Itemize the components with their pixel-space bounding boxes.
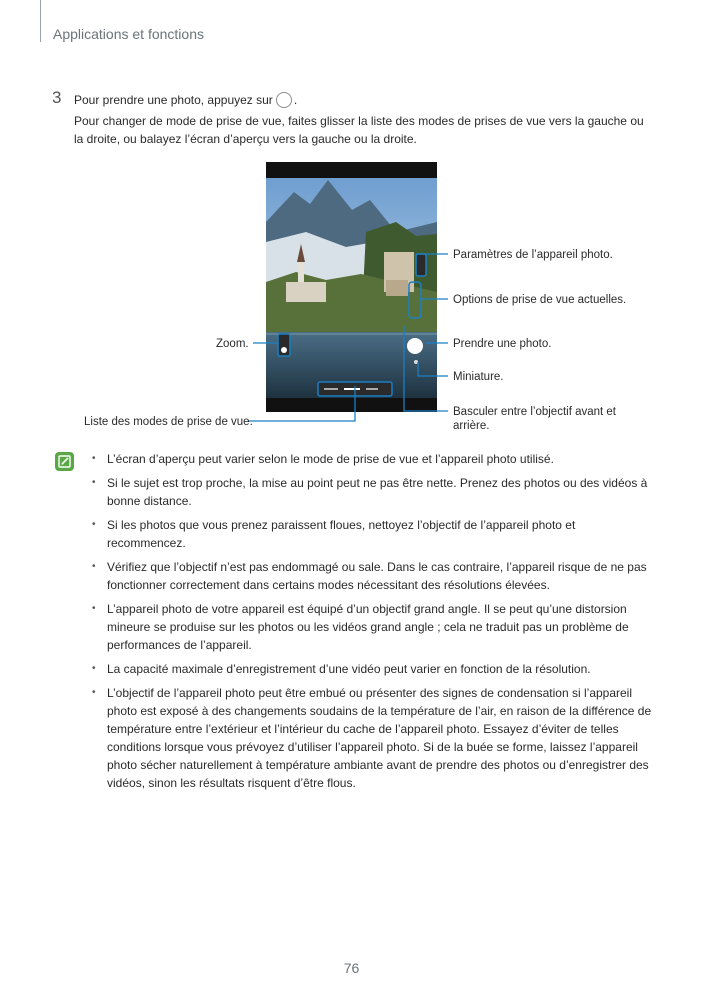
callout-switch-lens-line2: arrière.	[453, 420, 490, 432]
list-item: • Si les photos que vous prenez paraissent floues, nettoyez l’objectif de l’appareil photo et recommencez.	[92, 516, 654, 552]
camera-preview-image	[266, 162, 437, 412]
step-number: 3	[52, 88, 62, 107]
callout-thumbnail: Miniature.	[453, 371, 504, 383]
notes-list	[92, 450, 654, 798]
list-item: • L’appareil photo de votre appareil est équipé d’un objectif grand angle. Il se peut qu’une distorsion mineure se produise sur les photos ou les vidéos grand angle ; cela ne traduit pas un problème de performances de l’appareil.	[92, 600, 654, 654]
shutter-circle-icon	[276, 92, 292, 108]
list-item: • La capacité maximale d’enregistrement d’une vidéo peut varier en fonction de la résolution.	[92, 660, 654, 678]
settings-button[interactable]	[416, 254, 426, 276]
callout-switch-lens	[453, 405, 616, 433]
step-description: Pour changer de mode de prise de vue, faites glisser la liste des modes de prises de vue vers la gauche ou la droite, ou balayez l’écran d’aperçu vers la gauche ou la droite.	[74, 114, 644, 146]
callout-take-photo: Prendre une photo.	[453, 338, 552, 350]
list-item: • L’objectif de l’appareil photo peut être embué ou présenter des signes de condensation si l’appareil photo est exposé à des changements soudains de la température de l’air, en raison de la différence de température entre l’extérieur et l’intérieur du cache de l’appareil photo. Essayez d’éviter de telles conditions lorsque vous prévoyez d’utiliser l’appareil photo. Si de la buée se forme, laissez l’appareil photo sécher naturellement à température ambiante avant de prendre des photos ou d’enregistrer des vidéos, sinon les résultats risquent d’être flous.	[92, 684, 654, 792]
list-item: • Vérifiez que l’objectif n’est pas endommagé ou sale. Dans le cas contraire, l’appareil risque de ne pas fonctionner correctement dans certains modes nécessitant des résolutions élevées.	[92, 558, 654, 594]
step-instruction-text: Pour prendre une photo, appuyez sur	[74, 93, 273, 107]
shutter-button[interactable]	[407, 338, 423, 354]
list-item: • L’écran d’aperçu peut varier selon le mode de prise de vue et l’appareil photo utilisé.	[92, 450, 654, 468]
callout-current-options: Options de prise de vue actuelles.	[453, 294, 627, 306]
thumbnail-button[interactable]	[414, 360, 418, 364]
list-item: • Si le sujet est trop proche, la mise au point peut ne pas être nette. Prenez des photos ou des vidéos à bonne distance.	[92, 474, 654, 510]
step-instruction	[74, 92, 297, 108]
callout-modes-list: Liste des modes de prise de vue.	[84, 416, 253, 428]
step-instruction-end: .	[293, 93, 298, 107]
note-pencil-icon	[55, 452, 74, 471]
camera-preview-screenshot	[266, 162, 437, 412]
callout-settings: Paramètres de l’appareil photo.	[453, 249, 613, 261]
page-number: 76	[343, 960, 360, 976]
callout-switch-lens-line1: Basculer entre l’objectif avant et	[453, 406, 617, 418]
section-title: Applications et fonctions	[53, 26, 204, 42]
header-divider	[40, 0, 41, 42]
callout-zoom: Zoom.	[216, 338, 249, 350]
